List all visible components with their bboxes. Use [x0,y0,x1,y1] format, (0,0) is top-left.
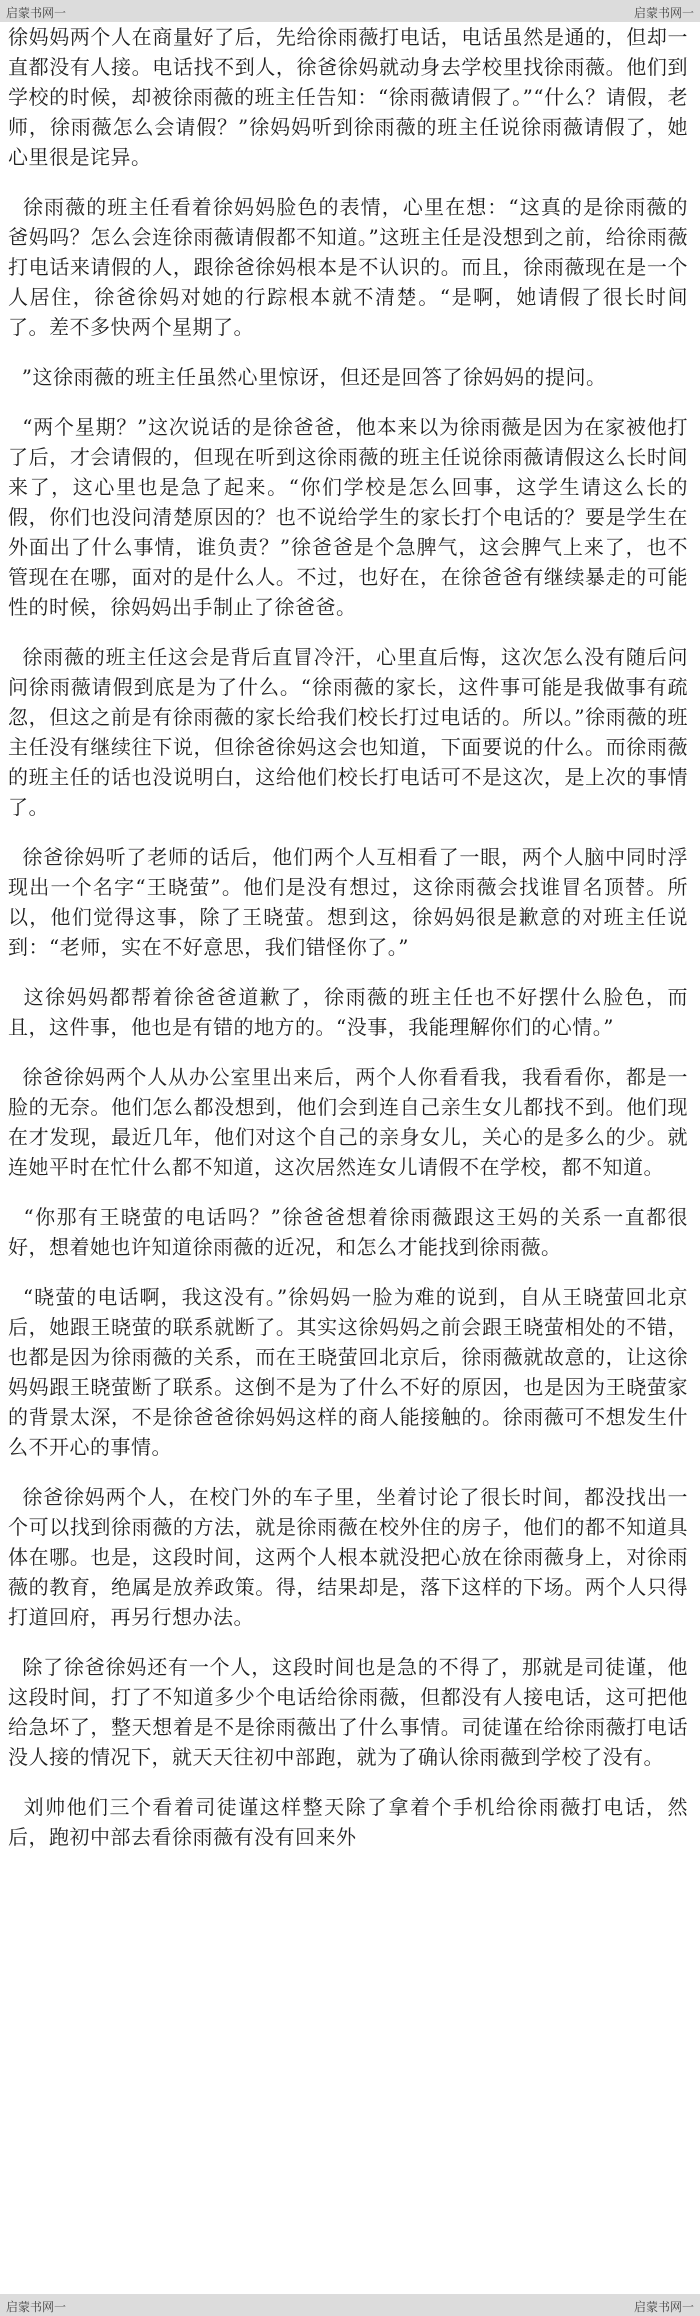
paragraph: 徐雨薇的班主任这会是背后直冒冷汗，心里直后悔，这次怎么没有随后问问徐雨薇请假到底是为了什么。“徐雨薇的家长，这件事可能是我做事有疏忽，但这之前是有徐雨薇的家长给我们校长打过电话的。所以。”徐雨薇的班主任没有继续往下说，但徐爸徐妈这会也知道，下面要说的什么。而徐雨薇的班主任的话也没说明白，这给他们校长打电话可不是这次，是上次的事情了。 [8,645,689,819]
paragraph: “你那有王晓萤的电话吗？”徐爸爸想着徐雨薇跟这王妈的关系一直都很好，想着她也许知道徐雨薇的近况，和怎么才能找到徐雨薇。 [8,1205,689,1259]
paragraph: 这徐妈妈都帮着徐爸爸道歉了，徐雨薇的班主任也不好摆什么脸色，而且，这件事，他也是有错的地方的。“没事，我能理解你们的心情。” [8,985,688,1039]
footer-site-name-left: 启蒙书网一 [6,2300,67,2314]
paragraph: 刘帅他们三个看着司徒谨这样整天除了拿着个手机给徐雨薇打电话，然后，跑初中部去看徐雨薇有没有回来外 [8,1795,688,1849]
header-site-name-right: 启蒙书网一 [633,6,694,20]
paragraph: “两个星期？”这次说话的是徐爸爸，他本来以为徐雨薇是因为在家被他打了后，才会请假的，但现在听到这徐雨薇的班主任说徐雨薇请假这么长时间来了，这心里也是急了起来。“你们学校是怎么回事，这学生请这么长的假，你们也没问清楚原因的？也不说给学生的家长打个电话的？要是学生在外面出了什么事情，谁负责？”徐爸爸是个急脾气，这会脾气上来了，也不管现在在哪，面对的是什么人。不过，也好在，在徐爸爸有继续暴走的可能性的时候，徐妈妈出手制止了徐爸爸。 [8,415,688,619]
header-site-name-left: 启蒙书网一 [6,6,67,20]
paragraph: 徐爸徐妈两个人，在校门外的车子里，坐着讨论了很长时间，都没找出一个可以找到徐雨薇的方法，就是徐雨薇在校外住的房子，他们的都不知道具体在哪。也是，这段时间，这两个人根本就没把心放在徐雨薇身上，对徐雨薇的教育，绝属是放养政策。得，结果却是，落下这样的下场。两个人只得打道回府，再另行想办法。 [8,1485,689,1629]
paragraph: “晓萤的电话啊，我这没有。”徐妈妈一脸为难的说到，自从王晓萤回北京后，她跟王晓萤的联系就断了。其实这徐妈妈之前会跟王晓萤相处的不错，也都是因为徐雨薇的关系，而在王晓萤回北京后，徐雨薇就故意的，让这徐妈妈跟王晓萤断了联系。这倒不是为了什么不好的原因，也是因为王晓萤家的背景太深，不是徐爸爸徐妈妈这样的商人能接触的。徐雨薇可不想发生什么不开心的事情。 [8,1285,688,1459]
paragraph: 徐爸徐妈两个人从办公室里出来后，两个人你看看我，我看看你，都是一脸的无奈。他们怎么都没想到，他们会到连自己亲生女儿都找不到。他们现在才发现，最近几年，他们对这个自己的亲身女儿，关心的是多么的少。就连她平时在忙什么都不知道，这次居然连女儿请假不在学校，都不知道。 [8,1065,689,1179]
paragraph: ”这徐雨薇的班主任虽然心里惊讶，但还是回答了徐妈妈的提问。 [8,365,607,389]
document-body [0,22,700,2294]
paragraph: 徐爸徐妈听了老师的话后，他们两个人互相看了一眼，两个人脑中同时浮现出一个名字“王晓萤”。他们是没有想过，这徐雨薇会找谁冒名顶替。所以，他们觉得这事，除了王晓萤。想到这，徐妈妈很是歉意的对班主任说到：“老师，实在不好意思，我们错怪你了。” [8,845,689,959]
paragraph: 徐妈妈两个人在商量好了后，先给徐雨薇打电话，电话虽然是通的，但却一直都没有人接。电话找不到人，徐爸徐妈就动身去学校里找徐雨薇。他们到学校的时候，却被徐雨薇的班主任告知：“徐雨薇请假了。”“什么？请假，老师，徐雨薇怎么会请假？”徐妈妈听到徐雨薇的班主任说徐雨薇请假了，她心里很是诧异。 [8,25,688,169]
footer-site-name-right: 启蒙书网一 [633,2300,694,2314]
paragraph: 除了徐爸徐妈还有一个人，这段时间也是急的不得了，那就是司徒谨，他这段时间，打了不知道多少个电话给徐雨薇，但都没有人接电话，这可把他给急坏了，整天想着是不是徐雨薇出了什么事情。司徒谨在给徐雨薇打电话没人接的情况下，就天天往初中部跑，就为了确认徐雨薇到学校了没有。 [8,1655,689,1769]
footer-bar [0,2294,700,2316]
header-bar [0,0,700,22]
paragraph: 徐雨薇的班主任看着徐妈妈脸色的表情，心里在想：“这真的是徐雨薇的爸妈吗？怎么会连徐雨薇请假都不知道。”这班主任是没想到之前，给徐雨薇打电话来请假的人，跟徐爸徐妈根本是不认识的。而且，徐雨薇现在是一个人居住，徐爸徐妈对她的行踪根本就不清楚。“是啊，她请假了很长时间了。差不多快两个星期了。 [8,195,688,339]
